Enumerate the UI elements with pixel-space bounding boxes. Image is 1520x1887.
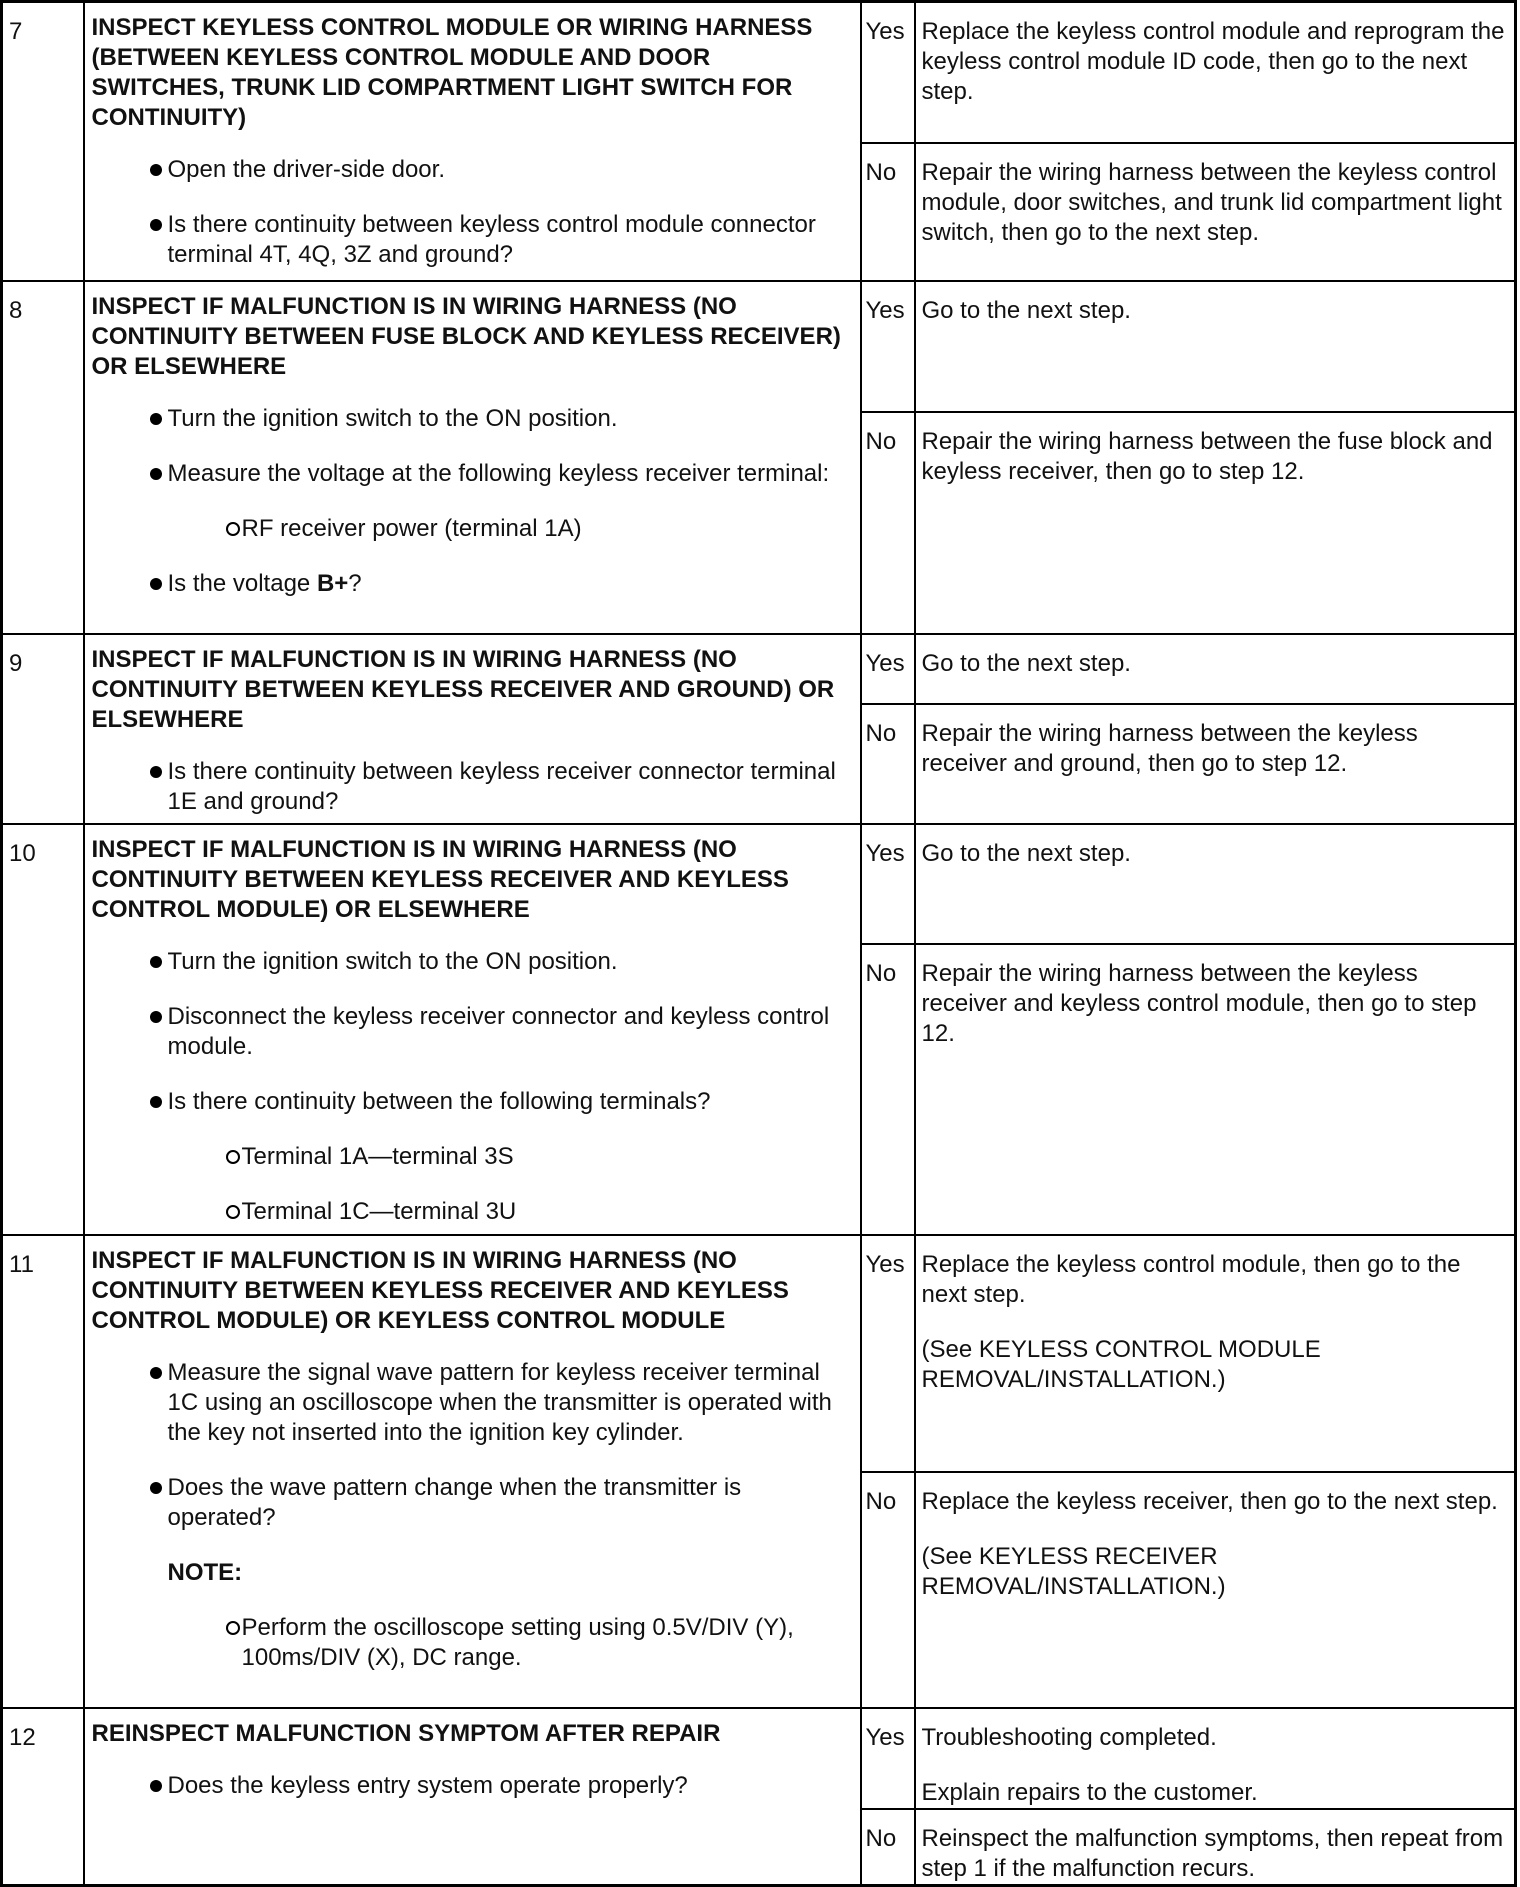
bullet-item: Turn the ignition switch to the ON position. (92, 947, 850, 977)
action-no: Repair the wiring harness between the keyless receiver and keyless control module, then go to step 12. (915, 944, 1516, 1235)
step-title: INSPECT IF MALFUNCTION IS IN WIRING HARNESS (NO CONTINUITY BETWEEN KEYLESS RECEIVER AND KEYLESS CONTROL MODULE) OR KEYLESS CONTROL MODULE (91, 1246, 789, 1334)
sub-item: Terminal 1C—terminal 3U (92, 1197, 850, 1227)
action-yes: Go to the next step. (915, 824, 1516, 944)
step-number: 10 (2, 824, 84, 1235)
action-reference: (See KEYLESS CONTROL MODULE REMOVAL/INSTALLATION.) (921, 1335, 1321, 1393)
action-yes (915, 1235, 1516, 1472)
action-yes (915, 1708, 1516, 1809)
action-yes: Go to the next step. (915, 634, 1516, 705)
step-body (84, 634, 861, 824)
answer-no: No (861, 944, 915, 1235)
answer-no: No (861, 1472, 915, 1708)
action-yes: Replace the keyless control module and reprogram the keyless control module ID code, then go to the next step. (915, 2, 1516, 143)
bullet-item: Disconnect the keyless receiver connector and keyless control module. (92, 1002, 850, 1062)
action-text: Troubleshooting completed. (921, 1723, 1217, 1751)
answer-yes: Yes (861, 824, 915, 944)
step-row-12-yes (2, 1708, 1516, 1809)
step-title: INSPECT IF MALFUNCTION IS IN WIRING HARNESS (NO CONTINUITY BETWEEN KEYLESS RECEIVER AND GROUND) OR ELSEWHERE (91, 645, 835, 733)
bullet-item: Measure the signal wave pattern for keyless receiver terminal 1C using an oscilloscope when the transmitter is operated with the key not inserted into the ignition key cylinder. (92, 1358, 850, 1448)
answer-no: No (861, 1809, 915, 1886)
action-no: Reinspect the malfunction symptoms, then repeat from step 1 if the malfunction recurs. (915, 1809, 1516, 1886)
bullet-item: Open the driver-side door. (92, 155, 850, 185)
sub-item: Terminal 1A—terminal 3S (92, 1142, 850, 1172)
action-no: Repair the wiring harness between the keyless control module, door switches, and trunk lid compartment light switch, then go to the next step. (915, 143, 1516, 281)
bullet-item: Is there continuity between keyless control module connector terminal 4T, 4Q, 3Z and ground? (92, 210, 850, 270)
step-body (84, 1708, 861, 1886)
action-no: Repair the wiring harness between the keyless receiver and ground, then go to step 12. (915, 704, 1516, 823)
answer-yes: Yes (861, 1708, 915, 1809)
answer-no: No (861, 143, 915, 281)
step-row-9-yes (2, 634, 1516, 705)
bullet-text-end: ? (348, 569, 362, 597)
answer-no: No (861, 704, 915, 823)
step-row-10-yes (2, 824, 1516, 944)
answer-no: No (861, 412, 915, 634)
step-body (84, 1235, 861, 1708)
step-title: INSPECT IF MALFUNCTION IS IN WIRING HARNESS (NO CONTINUITY BETWEEN KEYLESS RECEIVER AND KEYLESS CONTROL MODULE) OR ELSEWHERE (91, 835, 789, 923)
step-row-11-yes (2, 1235, 1516, 1472)
action-yes: Go to the next step. (915, 281, 1516, 412)
voltage-value: B+ (316, 569, 349, 597)
action-reference: Explain repairs to the customer. (921, 1778, 1258, 1806)
step-row-8-yes (2, 281, 1516, 412)
bullet-item: Measure the voltage at the following keyless receiver terminal: (92, 459, 850, 489)
answer-yes: Yes (861, 2, 915, 143)
step-title: INSPECT KEYLESS CONTROL MODULE OR WIRING HARNESS (BETWEEN KEYLESS CONTROL MODULE AND DOOR SWITCHES, TRUNK LID COMPARTMENT LIGHT SWITCH FOR CONTINUITY) (91, 14, 813, 131)
step-body (84, 824, 861, 1235)
step-number: 11 (2, 1235, 84, 1708)
bullet-item: Is there continuity between keyless receiver connector terminal 1E and ground? (92, 757, 850, 817)
sub-item: RF receiver power (terminal 1A) (92, 514, 850, 544)
step-number: 8 (2, 281, 84, 634)
bullet-text: Is the voltage (167, 569, 317, 597)
action-no (915, 1472, 1516, 1708)
bullet-item: Is there continuity between the following terminals? (92, 1087, 850, 1117)
action-text: Replace the keyless control module, then go to the next step. (921, 1250, 1461, 1308)
bullet-item (92, 569, 850, 599)
step-title: REINSPECT MALFUNCTION SYMPTOM AFTER REPAIR (91, 1719, 721, 1747)
step-row-7-yes (2, 2, 1516, 143)
sub-item: Perform the oscilloscope setting using 0.5V/DIV (Y), 100ms/DIV (X), DC range. (92, 1613, 850, 1673)
action-text: Replace the keyless receiver, then go to the next step. (921, 1487, 1498, 1515)
step-body (84, 2, 861, 281)
step-number: 9 (2, 634, 84, 824)
step-title: INSPECT IF MALFUNCTION IS IN WIRING HARNESS (NO CONTINUITY BETWEEN FUSE BLOCK AND KEYLESS RECEIVER) OR ELSEWHERE (91, 292, 841, 380)
action-no: Repair the wiring harness between the fuse block and keyless receiver, then go to step 12. (915, 412, 1516, 634)
bullet-item: Turn the ignition switch to the ON position. (92, 404, 850, 434)
action-reference: (See KEYLESS RECEIVER REMOVAL/INSTALLATION.) (921, 1542, 1226, 1600)
answer-yes: Yes (861, 634, 915, 705)
bullet-item: Does the wave pattern change when the transmitter is operated? (92, 1473, 850, 1533)
answer-yes: Yes (861, 281, 915, 412)
step-body (84, 281, 861, 634)
step-number: 7 (2, 2, 84, 281)
answer-yes: Yes (861, 1235, 915, 1472)
step-number: 12 (2, 1708, 84, 1886)
note-label: NOTE: (167, 1558, 243, 1586)
bullet-item: Does the keyless entry system operate properly? (92, 1771, 850, 1801)
